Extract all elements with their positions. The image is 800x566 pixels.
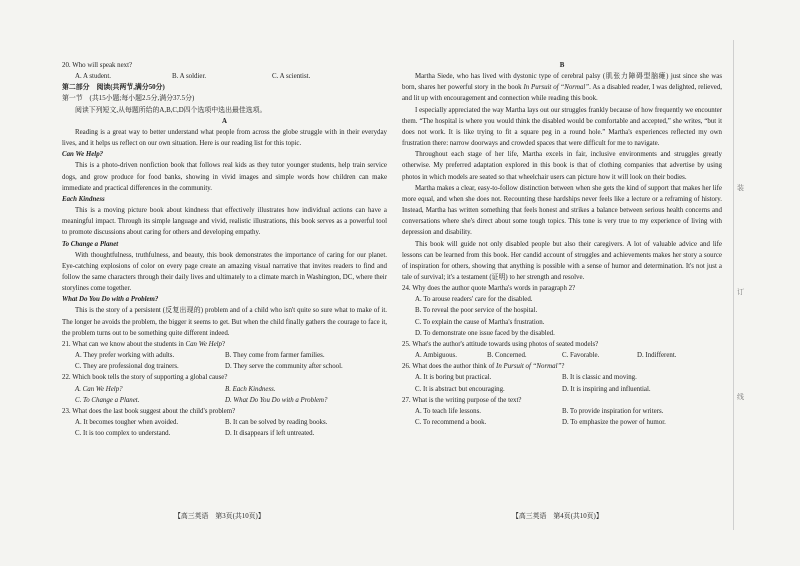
q27-option-c: C. To recommend a book. xyxy=(415,419,487,426)
q24-stem: 24. Why does the author quote Martha's words in paragraph 2? xyxy=(402,285,576,293)
q27-option-d: D. To emphasize the power of humor. xyxy=(562,419,666,426)
passage-b-p1: Martha Siede, who has lived with dystonic type of cerebral palsy (肌张力障碍型脑瘫) just since she was born, shares her powerful story in the book In Pursuit of “Normal”. As a disabled reader, I was delighted, relieved, and lit up with encouragement and connection while reading this book. xyxy=(402,73,722,103)
footer-page-3: 【高三英语 第3页(共10页)】 xyxy=(174,513,265,520)
right-column xyxy=(402,60,722,428)
q22-stem: 22. Which book tells the story of supporting a global cause? xyxy=(62,374,228,382)
q24-option-a: A. To arouse readers' care for the disabled. xyxy=(415,296,533,304)
q25-option-d: D. Indifferent. xyxy=(637,352,677,360)
book3-text: With thoughtfulness, truthfulness, and beauty, this book demonstrates the importance of caring for our planet. Eye-catching explosions of color on every page create an amazing visual narrative that invites readers to find and follow the same characters through their daily lives and ultimately to a climate march in Washington, DC, where their storylines come together. xyxy=(62,251,387,293)
q25-options xyxy=(402,350,722,361)
q25-stem: 25. What's the author's attitude towards using photos of seated models? xyxy=(402,340,599,348)
q24-option-c: C. To explain the cause of Martha's frustration. xyxy=(415,318,545,326)
passage-b-p3: Throughout each stage of her life, Martha excels in fair, inclusive environments and struggles greatly otherwise. My preferred adaptation explored in this book is that of clothing companies that advertise by using photos in which models are seated so that wheelchair users can picture how it will look on their bodies. xyxy=(402,151,722,181)
q23-options-1 xyxy=(62,417,387,428)
q26-option-c: C. It is abstract but encouraging. xyxy=(415,385,505,393)
q22-option-a: A. Can We Help? xyxy=(75,385,123,393)
book2-text: This is a moving picture book about kindness that effectively illustrates how individual actions can have a meaningful impact. Through its simple language and vivid, realistic illustrations, this book serves as a powerful tool to promote discussions about caring for others and developing empathy. xyxy=(62,207,387,237)
q20-options xyxy=(62,71,387,82)
book1-title: Can We Help? xyxy=(62,151,104,159)
binding-mark-1: 装 xyxy=(737,184,744,192)
q21-option-c: C. They are professional dog trainers. xyxy=(75,363,179,371)
q26-options-1 xyxy=(402,372,722,383)
part2-heading: 第二部分 阅读(共两节,满分50分) xyxy=(62,84,165,92)
q26-option-d: D. It is inspiring and influential. xyxy=(562,385,651,393)
q24-option-d: D. To demonstrate one issue faced by the disabled. xyxy=(415,329,555,337)
q20-stem: 20. Who will speak next? xyxy=(62,62,133,69)
book4-text: This is the story of a persistent (反复出现的) problem and of a child who isn't quite so sure what to make of it. The longer he avoids the problem, the bigger it seems to get. But when the child finally gathers the courage to face it, the problem turns out to be something quite different indeed. xyxy=(62,307,387,337)
q20-option-b: B. A soldier. xyxy=(172,73,207,81)
q26-stem: 26. What does the author think of In Pursuit of “Normal”? xyxy=(402,363,565,371)
q27-option-b: B. To provide inspiration for writers. xyxy=(562,407,664,415)
q21-option-d: D. They serve the community after school. xyxy=(225,363,343,371)
q22-option-d: D. What Do You Do with a Problem? xyxy=(225,396,328,404)
q23-options-2 xyxy=(62,428,387,439)
book2-title: Each Kindness xyxy=(62,195,105,203)
q23-option-b: B. It can be solved by reading books. xyxy=(225,419,328,426)
q21-options-2 xyxy=(62,361,387,372)
binding-line xyxy=(733,40,734,530)
footer-page-4: 【高三英语 第4页(共10页)】 xyxy=(512,513,603,520)
q25-option-b: B. Concerned. xyxy=(487,352,527,360)
book1-text: This is a photo-driven nonfiction book that follows real kids as they tutor younger students, help train service dogs, and grow produce for food banks, showing in vivid images and simple words how children can make immediate and practical differences in the community. xyxy=(62,162,387,192)
q25-option-c: C. Favorable. xyxy=(562,352,600,360)
q26-options-2 xyxy=(402,384,722,395)
q21-stem: 21. What can we know about the students in Can We Help? xyxy=(62,340,226,348)
binding-mark-3: 线 xyxy=(737,393,744,401)
q21-options-1 xyxy=(62,350,387,361)
q23-option-a: A. It becomes tougher when avoided. xyxy=(75,419,179,426)
instruction: 阅读下列短文,从每题所给的A,B,C,D四个选项中选出最佳选项。 xyxy=(75,106,267,114)
q22-options-1 xyxy=(62,384,387,395)
passage-b-p2: I especially appreciated the way Martha lays out our struggles frankly because of how frequently we encounter them. “The hospital is where you would think the disabled would be comfortable and accepted,” she writes, “but it does not work. It is like trying to fit a square peg in a round hole.” Martha's experiences reflected my own frustration there: narrow doorways and crowded spaces that were difficult for me to navigate. xyxy=(402,106,722,148)
q27-options-2 xyxy=(402,417,722,428)
left-column xyxy=(62,60,387,439)
q21-option-a: A. They prefer working with adults. xyxy=(75,352,175,360)
passage-a-intro: Reading is a great way to better understand what people from across the globe struggle with in their everyday lives, and it helps us reflect on our own situation. Here is our reading list for this topic. xyxy=(62,128,387,148)
book4-title: What Do You Do with a Problem? xyxy=(62,296,159,304)
q21-option-b: B. They come from farmer families. xyxy=(225,352,325,360)
q27-option-a: A. To teach life lessons. xyxy=(415,407,481,415)
q20-option-c: C. A scientist. xyxy=(272,73,311,81)
q23-option-d: D. It disappears if left untreated. xyxy=(225,430,315,438)
q26-option-b: B. It is classic and moving. xyxy=(562,374,637,382)
section1-heading: 第一节 (共15小题;每小题2.5分,满分37.5分) xyxy=(62,95,195,103)
q22-option-b: B. Each Kindness. xyxy=(225,385,276,393)
q26-option-a: A. It is boring but practical. xyxy=(415,374,492,382)
q22-option-c: C. To Change a Planet. xyxy=(75,396,140,404)
q27-options-1 xyxy=(402,406,722,417)
q22-options-2 xyxy=(62,395,387,406)
q27-stem: 27. What is the writing purpose of the text? xyxy=(402,396,522,404)
passage-b-p5: This book will guide not only disabled people but also their caregivers. A lot of valuable advice and life lessons can be learned from this book. Her candid account of struggles and achievements makes her story a source of inspiration for others, showing that anything is possible with a sense of humor and determination. It's not just a tale of survival; it's a testament (证明) to her strength and resolve. xyxy=(402,240,722,281)
q23-stem: 23. What does the last book suggest about the child's problem? xyxy=(62,407,236,415)
q20-option-a: A. A student. xyxy=(75,73,111,81)
q24-option-b: B. To reveal the poor service of the hospital. xyxy=(415,307,538,315)
passage-b-p4: Martha makes a clear, easy-to-follow distinction between when she gets the kind of support that makes her life more equal, and when she does not. Recounting these hardships never feels like a lecture or a reframing of history. Instead, Martha has written something that feels honest and strikes a balance between serious health concerns and conversations where she's direct about some tough topics. This tone is very true to my experience of living with depression and disability. xyxy=(402,184,722,237)
book3-title: To Change a Planet xyxy=(62,240,119,248)
passage-a-label: A xyxy=(222,117,227,125)
q25-option-a: A. Ambiguous. xyxy=(415,352,457,360)
passage-b-label: B xyxy=(559,62,565,69)
binding-mark-2: 订 xyxy=(737,288,744,296)
q23-option-c: C. It is too complex to understand. xyxy=(75,430,171,438)
